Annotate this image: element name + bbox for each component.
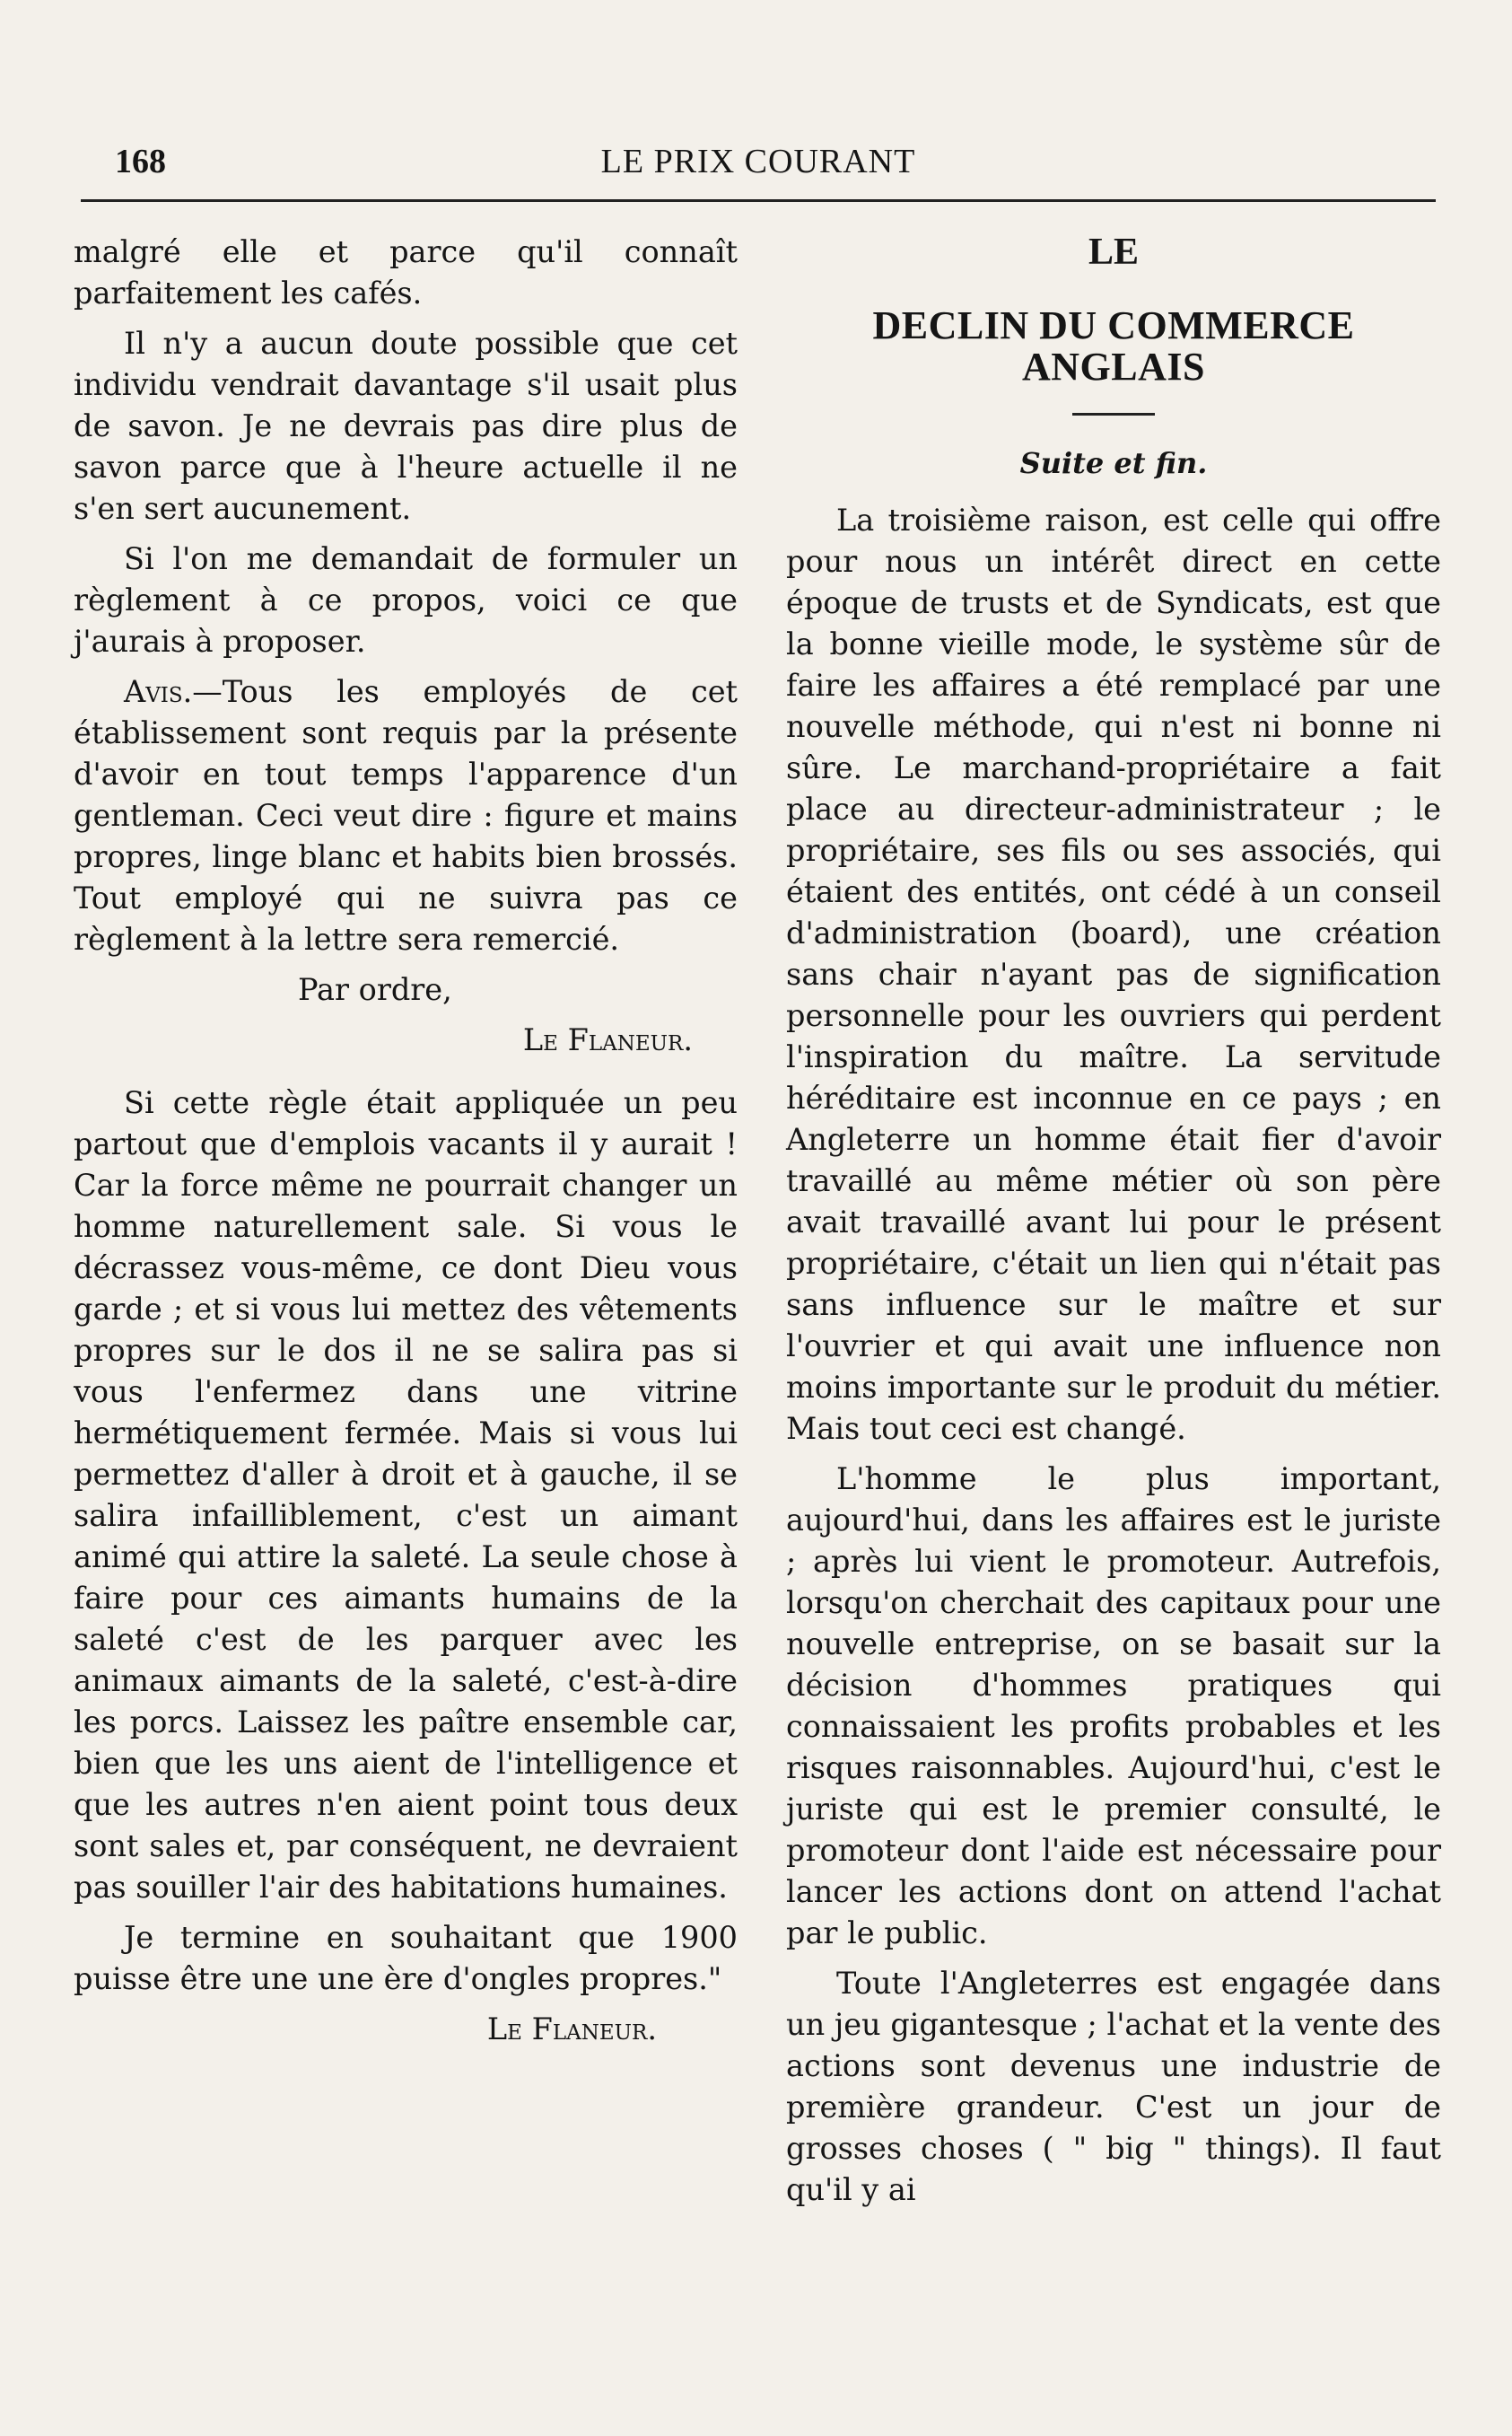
signature: Le Flaneur. <box>522 1022 693 1057</box>
par-ordre: Par ordre, <box>298 972 452 1007</box>
notice-text: .—Tous les employés de cet établissement sont requis par la présente d'avoir en tout temps l'apparence d'un gentleman. Ceci veut dire : figure et mains propres, linge blanc et habits bien brossés. Tout employé qui ne suivra pas ce règlement à la lettre sera remercié. <box>74 674 738 957</box>
page-header <box>81 142 1436 196</box>
signature: Le Flaneur. <box>486 2011 657 2046</box>
notice-lead: Avis <box>124 674 183 709</box>
article-subtitle: Suite et fin. <box>1019 446 1208 480</box>
article-kicker: LE <box>1088 232 1140 273</box>
paragraph: L'homme le plus important, aujourd'hui, dans les affaires est le juriste ; après lui vient le promoteur. Autrefois, lorsqu'on cherchait des capitaux pour une nouvelle entreprise, on se basait sur la décision d'hommes pratiques qui connaissaient les profits probables et les risques raisonnables. Aujourd'hui, c'est le juriste qui est le premier consulté, le promoteur dont l'aide est nécessaire pour lancer les actions dont on attend l'achat par le public. <box>786 1461 1441 1950</box>
left-column <box>74 232 738 2059</box>
paragraph: Il n'y a aucun doute possible que cet individu vendrait davantage s'il usait plus de savon. Je ne devrais pas dire plus de savon parce que à l'heure actuelle il ne s'en sert aucunement. <box>74 326 738 526</box>
paragraph: Si l'on me demandait de formuler un règlement à ce propos, voici ce que j'aurais à proposer. <box>74 541 738 659</box>
notice-paragraph <box>74 671 738 960</box>
header-rule <box>81 199 1436 202</box>
running-title: LE PRIX COURANT <box>600 143 916 180</box>
article-title: DECLIN DU COMMERCE ANGLAIS <box>872 303 1355 389</box>
page-number: 168 <box>115 143 166 180</box>
title-rule <box>1072 413 1155 416</box>
paragraph: malgré elle et parce qu'il connaît parfaitement les cafés. <box>74 234 738 311</box>
right-column <box>786 232 1441 2220</box>
paragraph: La troisième raison, est celle qui offre pour nous un intérêt direct en cette époque de trusts et de Syndicats, est que la bonne vieille mode, le système sûr de faire les affaires a été remplacé par une nouvelle méthode, qui n'est ni bonne ni sûre. Le marchand-propriétaire a fait place au directeur-administrateur ; le propriétaire, ses fils ou ses associés, qui étaient des entités, ont cédé à un conseil d'administration (board), une création sans chair n'ayant pas de signification personnelle pour les ouvriers qui perdent l'inspiration du maître. La servitude héréditaire est inconnue en ce pays ; en Angleterre un homme était fier d'avoir travaillé au même métier où son père avait travaillé avant lui pour le présent propriétaire, c'était un lien qui n'était pas sans influence sur le maître et sur l'ouvrier et qui avait une influence non moins importante sur le produit du métier. Mais tout ceci est changé. <box>786 503 1441 1446</box>
paragraph: Toute l'Angleterres est engagée dans un jeu gigantesque ; l'achat et la vente des actions sont devenus une industrie de première grandeur. C'est un jour de grosses choses ( " big " things). Il faut qu'il y ai <box>786 1966 1441 2207</box>
paragraph: Si cette règle était appliquée un peu partout que d'emplois vacants il y aurait ! Car la force même ne pourrait changer un homme naturellement sale. Si vous le décrassez vous-même, ce dont Dieu vous garde ; et si vous lui mettez des vêtements propres sur le dos il ne se salira pas si vous l'enfermez dans une vitrine hermétiquement fermée. Mais si vous lui permettez d'aller à droit et à gauche, il se salira infailliblement, c'est un aimant animé qui attire la saleté. La seule chose à faire pour ces aimants humains de la saleté c'est de les parquer avec les animaux aimants de la saleté, c'est-à-dire les porcs. Laissez les paître ensemble car, bien que les uns aient de l'intelligence et que les autres n'en aient point tous deux sont sales et, par conséquent, ne devraient pas souiller l'air des habitations humaines. <box>74 1085 738 1905</box>
paragraph: Je termine en souhaitant que 1900 puisse être une une ère d'ongles propres." <box>74 1920 738 1996</box>
